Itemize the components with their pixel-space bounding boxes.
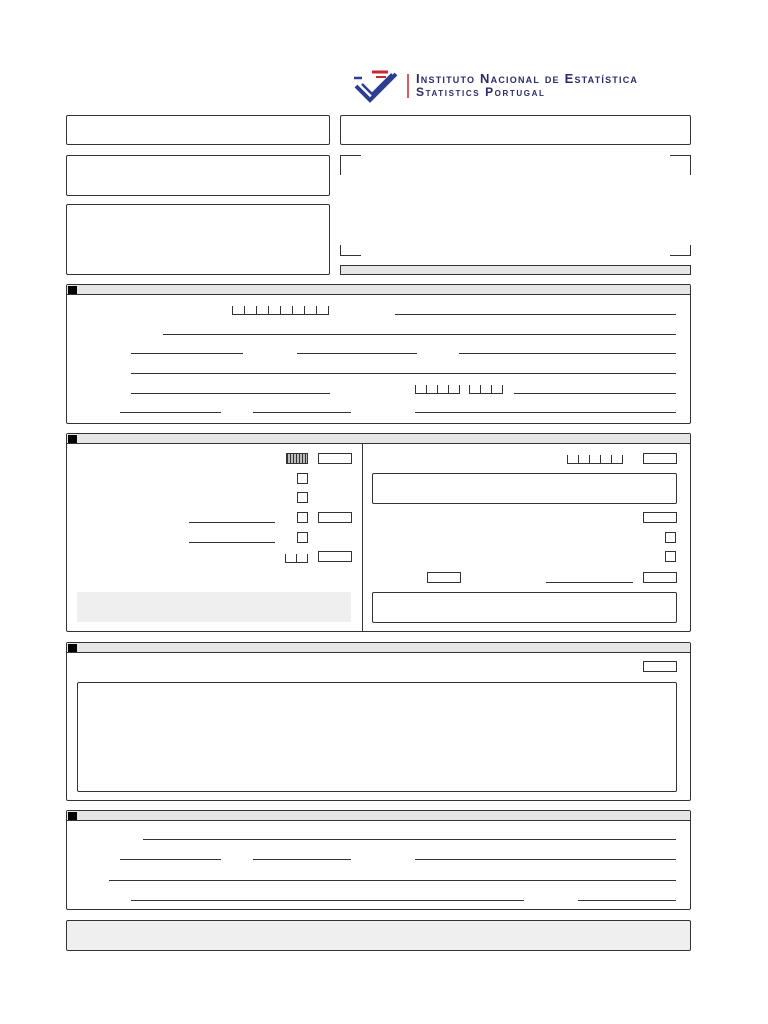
ine-logo [352,68,682,104]
section-1-line[interactable] [253,412,351,413]
footer-box [66,920,691,951]
section-2-marker [68,435,77,443]
checkbox[interactable] [297,532,308,543]
code-field[interactable] [643,453,677,464]
checkbox[interactable] [665,551,676,562]
small-comb-field[interactable] [285,552,308,563]
code-field[interactable] [318,453,352,464]
checkbox[interactable] [297,492,308,503]
code-field[interactable] [318,512,352,523]
code-field[interactable] [643,661,677,672]
section-1 [66,284,691,424]
top-left-field-3[interactable] [66,204,330,275]
address-window [340,155,691,256]
section-3-header [67,643,690,653]
org-name-en: Statistics Portugal [416,85,546,99]
small-field[interactable] [427,572,461,583]
top-left-field-1[interactable] [66,115,330,145]
code-field[interactable] [318,551,352,562]
section-2-line[interactable] [546,582,633,583]
section-1-line[interactable] [415,412,676,413]
section-1-line[interactable] [297,353,417,354]
section-1-comb-field[interactable] [232,304,329,315]
section-4-line[interactable] [578,900,676,901]
section-4-header [67,811,690,821]
org-name: Instituto Nacional de Estatística [416,71,639,86]
section-4-line[interactable] [253,859,351,860]
text-area[interactable] [372,473,677,504]
right-comb-field[interactable] [567,453,623,464]
checkbox[interactable] [665,532,676,543]
section-2-line[interactable] [189,522,275,523]
text-area[interactable] [372,592,677,623]
address-strip [340,265,691,275]
section-1-line[interactable] [131,353,243,354]
section-1-line[interactable] [131,373,676,374]
section-2-divider [362,443,363,632]
top-right-field[interactable] [340,115,691,145]
ine-logo-icon [352,68,410,104]
section-4-marker [68,812,77,820]
section-2-line[interactable] [189,542,275,543]
postal-code-comb[interactable] [415,383,460,394]
section-4 [66,810,691,910]
section-1-line[interactable] [459,353,676,354]
section-1-marker [68,286,77,294]
section-2-header [67,434,690,444]
postal-code-suffix-comb[interactable] [469,383,503,394]
section-4-line[interactable] [143,839,676,840]
section-1-header [67,285,690,295]
checkbox[interactable] [297,473,308,484]
top-left-field-2[interactable] [66,155,330,196]
section-3-marker [68,644,77,652]
shaded-note-area [77,592,351,622]
description-text-area[interactable] [77,682,677,792]
section-4-line[interactable] [415,859,676,860]
section-1-line[interactable] [395,314,676,315]
checkbox[interactable] [297,512,308,523]
section-4-line[interactable] [109,880,676,881]
section-4-line[interactable] [120,859,221,860]
section-1-line[interactable] [514,393,676,394]
shaded-comb-field[interactable] [286,453,308,464]
code-field[interactable] [643,572,677,583]
code-field[interactable] [643,512,677,523]
section-1-line[interactable] [163,334,676,335]
section-4-line[interactable] [131,900,524,901]
section-1-line[interactable] [131,393,330,394]
section-1-line[interactable] [120,412,221,413]
